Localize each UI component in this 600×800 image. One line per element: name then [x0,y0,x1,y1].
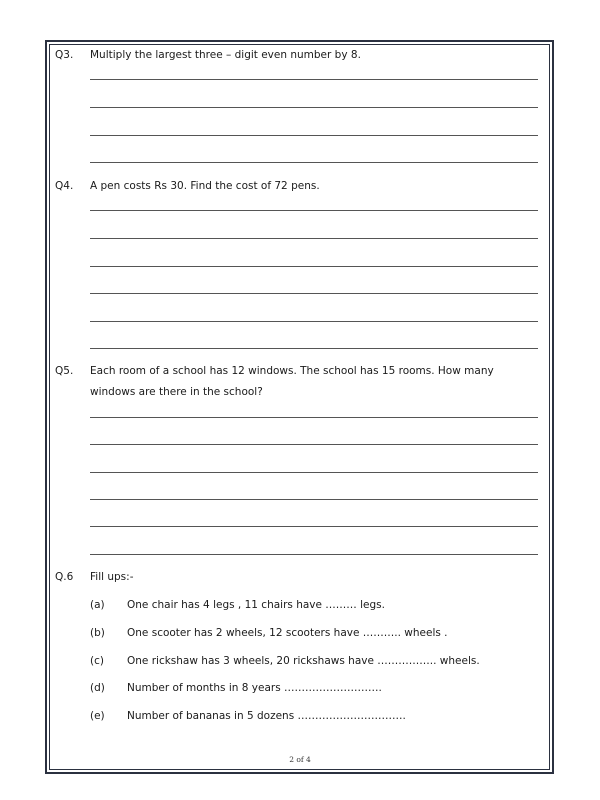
fill-up-text-e: Number of bananas in 5 dozens …………………………. [127,710,406,722]
question-6-title: Fill ups:- [90,571,134,583]
answer-line [90,79,538,80]
question-3-text: Multiply the largest three – digit even number by 8. [90,49,361,61]
answer-line [90,499,538,500]
question-5-number: Q5. [55,365,74,377]
fill-up-label-a: (a) [90,599,105,611]
answer-line [90,238,538,239]
question-3-number: Q3. [55,49,74,61]
question-5-text-line1: Each room of a school has 12 windows. The school has 15 rooms. How many [90,365,494,377]
answer-line [90,162,538,163]
answer-line [90,526,538,527]
answer-line [90,135,538,136]
answer-line [90,321,538,322]
fill-up-text-a: One chair has 4 legs , 11 chairs have ……… legs. [127,599,385,611]
answer-line [90,444,538,445]
answer-line [90,210,538,211]
answer-line [90,348,538,349]
question-4-text: A pen costs Rs 30. Find the cost of 72 pens. [90,180,320,192]
answer-line [90,472,538,473]
fill-up-label-e: (e) [90,710,105,722]
fill-up-text-d: Number of months in 8 years ………………………. [127,682,382,694]
fill-up-label-d: (d) [90,682,105,694]
answer-line [90,293,538,294]
question-5-text-line2: windows are there in the school? [90,386,263,398]
page-number: 2 of 4 [289,755,311,764]
question-6-number: Q.6 [55,571,74,583]
fill-up-label-c: (c) [90,655,104,667]
answer-line [90,554,538,555]
fill-up-label-b: (b) [90,627,105,639]
fill-up-text-b: One scooter has 2 wheels, 12 scooters have ……….. wheels . [127,627,448,639]
fill-up-text-c: One rickshaw has 3 wheels, 20 rickshaws have …………….. wheels. [127,655,480,667]
answer-line [90,107,538,108]
question-4-number: Q4. [55,180,74,192]
answer-line [90,266,538,267]
answer-line [90,417,538,418]
